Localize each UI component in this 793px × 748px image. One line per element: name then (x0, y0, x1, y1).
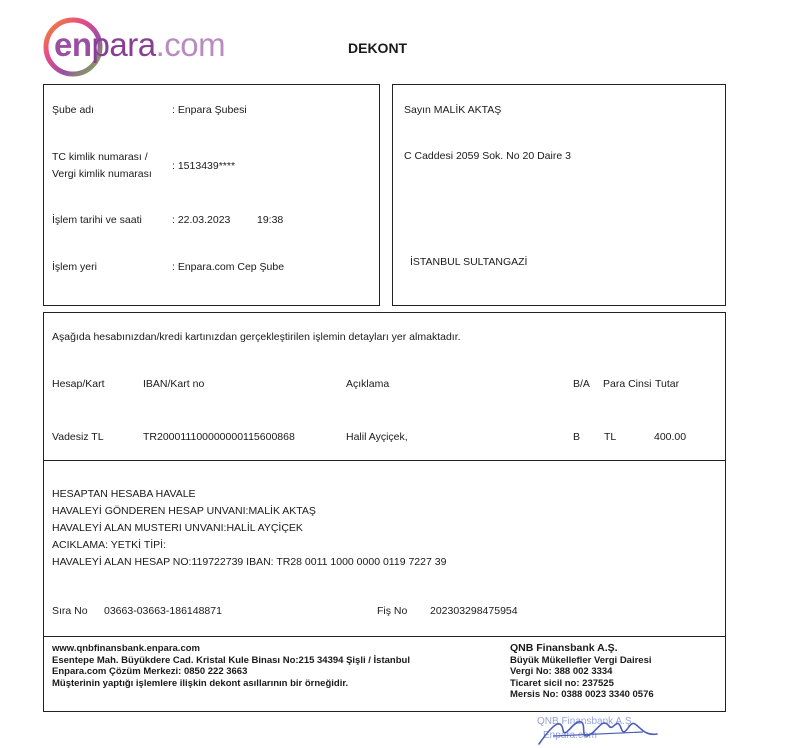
divider-1 (44, 460, 725, 461)
intro-text: Aşağıda hesabınızdan/kredi kartınızdan gerçekleştirilen işlemin detayları yer almaktadır. (52, 331, 461, 343)
fis-value: 202303298475954 (430, 605, 518, 617)
footer-note: Müşterinin yaptığı işlemlere ilişkin dekont asıllarının bir örneğidir. (52, 677, 349, 689)
footer-mersis: Mersis No: 0388 0023 3340 0576 (510, 689, 654, 700)
footer-right (510, 643, 654, 701)
sira-value: 03663-03663-186148871 (104, 605, 222, 617)
customer-address-box (392, 84, 726, 306)
footer-tax-no: Vergi No: 388 002 3334 (510, 666, 613, 677)
footer-tax-office: Büyük Mükellefler Vergi Dairesi (510, 654, 652, 666)
header-aciklama: Açıklama (346, 378, 390, 390)
fis-label: Fiş No (377, 605, 408, 617)
desc-line-5: HAVALEYİ ALAN HESAP NO:119722739 IBAN: TR28 0011 1000 0000 0119 7227 39 (52, 556, 447, 568)
signature-icon (533, 714, 673, 748)
saat-value: 19:38 (257, 214, 284, 226)
transaction-detail-box (43, 312, 726, 712)
row-iban: TR200011100000000115600868 (143, 431, 295, 443)
divider-2 (44, 636, 725, 637)
stamp-line-2: Enpara.com (543, 730, 597, 741)
stamp-line-1: QNB Finansbank A.Ş. (537, 716, 635, 727)
page-title: DEKONT (348, 40, 408, 56)
logo-para: para (91, 26, 156, 63)
header-hesap: Hesap/Kart (52, 378, 105, 390)
logo-com: .com (155, 26, 226, 63)
header-tutar: Tutar (655, 378, 680, 390)
header-iban: IBAN/Kart no (143, 378, 205, 390)
footer-call-center: Enpara.com Çözüm Merkezi: 0850 222 3663 (52, 666, 248, 677)
branch-info-box (43, 84, 380, 306)
tc-label-2: Vergi kimlik numarası (52, 168, 152, 180)
header-para-cinsi: Para Cinsi (603, 378, 652, 390)
footer-trade-reg: Ticaret sicil no: 237525 (510, 677, 614, 689)
desc-line-1: HESAPTAN HESABA HAVALE (52, 488, 196, 500)
tc-value: : 1513439**** (172, 160, 236, 172)
sira-label: Sıra No (52, 605, 88, 617)
tarih-label: İşlem tarihi ve saati (52, 214, 142, 226)
header-ba: B/A (573, 378, 590, 390)
footer-bank-name: QNB Finansbank A.Ş. (510, 642, 618, 654)
customer-city: İSTANBUL SULTANGAZİ (410, 256, 528, 268)
row-ba: B (573, 431, 581, 443)
tc-label-1: TC kimlik numarası / (52, 151, 148, 163)
sube-value: : Enpara Şubesi (172, 104, 247, 116)
yer-value: : Enpara.com Cep Şube (172, 261, 285, 273)
row-para-cinsi: TL (604, 431, 617, 443)
logo (42, 16, 226, 78)
customer-name: Sayın MALİK AKTAŞ (404, 104, 502, 116)
bank-stamp (533, 714, 673, 748)
customer-address: C Caddesi 2059 Sok. No 20 Daire 3 (404, 150, 571, 162)
logo-en: en (54, 26, 92, 63)
desc-line-3: HAVALEYİ ALAN MUSTERI UNVANI:HALİL AYÇİÇEK (52, 522, 303, 534)
tarih-value: : 22.03.2023 (172, 214, 231, 226)
row-aciklama: Halil Ayçiçek, (346, 431, 408, 443)
desc-line-2: HAVALEYİ GÖNDEREN HESAP UNVANI:MALİK AKTAŞ (52, 505, 316, 517)
sube-label: Şube adı (52, 104, 95, 116)
row-hesap: Vadesiz TL (52, 431, 104, 443)
yer-label: İşlem yeri (52, 261, 97, 273)
desc-line-4: ACIKLAMA: YETKİ TİPİ: (52, 539, 166, 551)
footer-address: Esentepe Mah. Büyükdere Cad. Kristal Kule Binası No:215 34394 Şişli / İstanbul (52, 654, 410, 666)
footer-website: www.qnbfinansbank.enpara.com (52, 643, 200, 654)
row-tutar: 400.00 (654, 431, 687, 443)
footer-left (52, 643, 410, 689)
